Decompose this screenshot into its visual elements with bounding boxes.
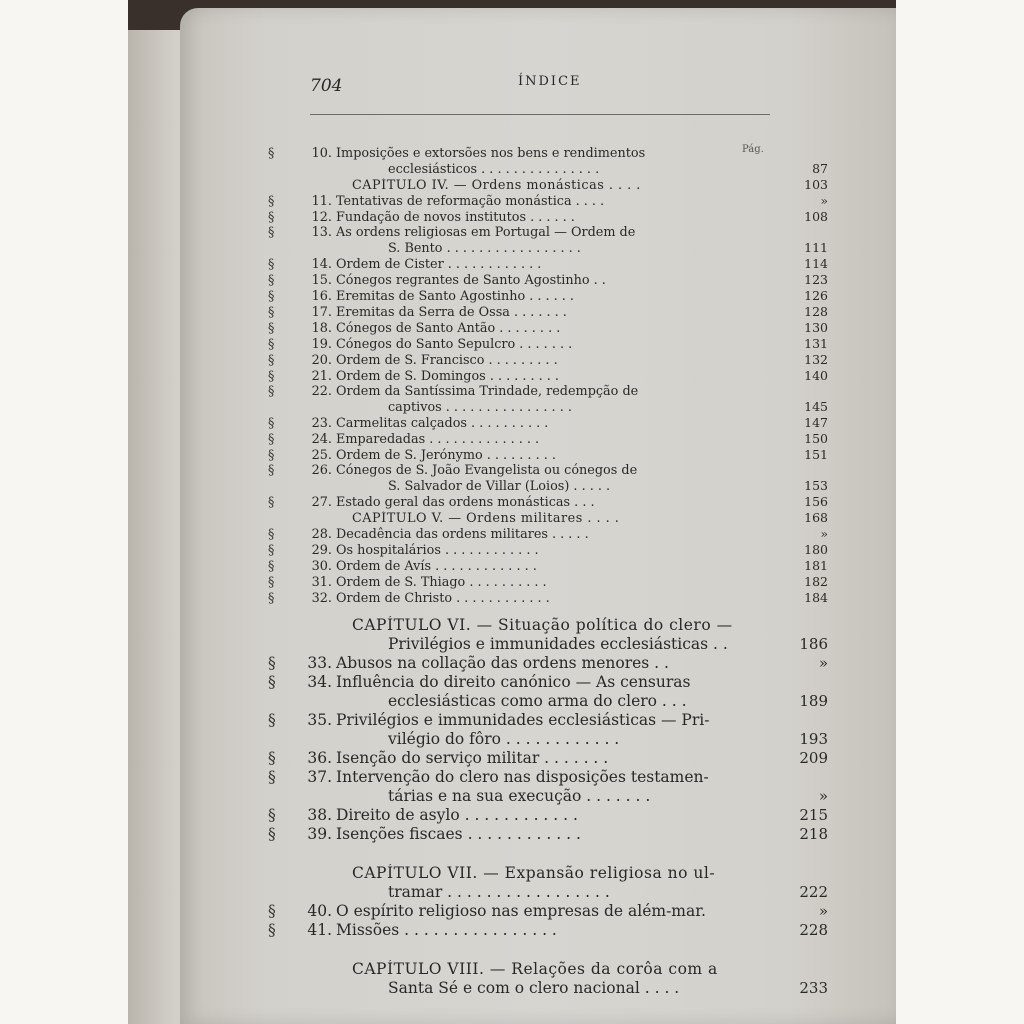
section-sign: § (268, 825, 276, 843)
toc-entry (268, 320, 828, 336)
section-number: 36. (307, 749, 332, 767)
section-number: 39. (307, 825, 332, 843)
section-sign: § (268, 321, 275, 336)
section-number: 14. (311, 257, 332, 272)
section-sign: § (268, 448, 275, 463)
section-sign: § (268, 194, 275, 209)
toc-entry (268, 692, 828, 711)
toc-entry (268, 447, 828, 463)
entry-title: CAPÍTULO V. — Ordens militares . . . . (352, 511, 620, 526)
entry-page-number: 123 (804, 272, 828, 287)
section-sign: § (268, 384, 275, 399)
section-number: 12. (311, 210, 332, 225)
entry-page-number: 151 (804, 447, 828, 462)
entry-page-number: 108 (804, 209, 828, 224)
entry-title: Ordem de S. Thiago . . . . . . . . . . (336, 575, 547, 590)
toc-entry (268, 979, 828, 998)
entry-page-number: 181 (804, 558, 828, 573)
entry-page-number: 156 (804, 494, 828, 509)
toc-entry (268, 526, 828, 542)
entry-page-number: 233 (799, 979, 828, 997)
toc-entry (268, 673, 828, 692)
toc-entry (268, 635, 828, 654)
entry-title: vilégio do fôro . . . . . . . . . . . . (388, 730, 620, 748)
entry-title: Eremitas de Santo Agostinho . . . . . . (336, 289, 574, 304)
entry-title: S. Bento . . . . . . . . . . . . . . . . . (388, 241, 581, 256)
toc-entry (268, 768, 828, 787)
entry-title: tramar . . . . . . . . . . . . . . . . . (388, 883, 610, 901)
entry-title: Ordem da Santíssima Trindade, redempção de (336, 384, 639, 399)
entry-page-number: » (820, 193, 828, 208)
entry-page-number: 222 (799, 883, 828, 901)
entry-title: Estado geral das ordens monásticas . . . (336, 495, 595, 510)
page-header (310, 70, 770, 115)
toc-entry (268, 574, 828, 590)
toc-entry (268, 193, 828, 209)
entry-title: Carmelitas calçados . . . . . . . . . . (336, 416, 549, 431)
entry-title: Cónegos de S. João Evangelista ou cónegos de (336, 463, 638, 478)
section-sign: § (268, 921, 276, 939)
entry-page-number: 168 (804, 510, 828, 525)
entry-page-number: 189 (799, 692, 828, 710)
section-sign: § (268, 654, 276, 672)
entry-page-number: 132 (804, 352, 828, 367)
section-sign: § (268, 257, 275, 272)
toc-spacer (268, 940, 828, 960)
section-number: 22. (311, 384, 332, 399)
entry-title: CAPÍTULO VIII. — Relações da corôa com a (352, 960, 718, 978)
section-number: 17. (311, 305, 332, 320)
toc-chapter-heading (268, 960, 828, 979)
entry-title: S. Salvador de Villar (Loios) . . . . . (388, 479, 611, 494)
entry-title: Ordem de S. Jerónymo . . . . . . . . . (336, 448, 556, 463)
entry-page-number: 128 (804, 304, 828, 319)
section-sign: § (268, 273, 275, 288)
entry-title: CAPÍTULO VI. — Situação política do clero — (352, 616, 733, 634)
entry-title: Ordem de Christo . . . . . . . . . . . . (336, 591, 550, 606)
entry-title: CAPÍTULO IV. — Ordens monásticas . . . . (352, 178, 641, 193)
background-right (896, 0, 1024, 1024)
section-number: 32. (311, 591, 332, 606)
toc-entry (268, 902, 828, 921)
section-number: 33. (307, 654, 332, 672)
entry-page-number: 140 (804, 368, 828, 383)
entry-page-number: 215 (799, 806, 828, 824)
section-number: 10. (311, 146, 332, 161)
entry-title: Cónegos de Santo Antão . . . . . . . . (336, 321, 561, 336)
toc-entry (268, 384, 828, 399)
entry-title: Missões . . . . . . . . . . . . . . . . (336, 921, 557, 939)
toc-entry (268, 463, 828, 478)
toc-entry (268, 787, 828, 806)
section-sign: § (268, 353, 275, 368)
entry-title: Ordem de Cister . . . . . . . . . . . . (336, 257, 542, 272)
toc-entry (268, 825, 828, 844)
entry-title: Emparedadas . . . . . . . . . . . . . . (336, 432, 540, 447)
section-sign: § (268, 305, 275, 320)
section-sign: § (268, 289, 275, 304)
toc-entry (268, 883, 828, 902)
section-number: 16. (311, 289, 332, 304)
section-sign: § (268, 711, 276, 729)
toc-spacer (268, 844, 828, 864)
toc-entry (268, 431, 828, 447)
entry-page-number: 87 (812, 161, 828, 176)
entry-page-number: 184 (804, 590, 828, 605)
toc-spacer (268, 606, 828, 616)
toc-entry (268, 478, 828, 494)
toc-entry (268, 921, 828, 940)
section-sign: § (268, 495, 275, 510)
toc-chapter-heading (268, 864, 828, 883)
toc-chapter-heading (268, 616, 828, 635)
entry-title: Eremitas da Serra de Ossa . . . . . . . (336, 305, 567, 320)
toc-entry (268, 304, 828, 320)
page-number: 704 (310, 76, 343, 96)
section-number: 41. (307, 921, 332, 939)
section-number: 19. (311, 337, 332, 352)
section-sign: § (268, 337, 275, 352)
section-number: 34. (307, 673, 332, 691)
entry-page-number: 182 (804, 574, 828, 589)
toc-entry (268, 352, 828, 368)
toc-chapter-heading (268, 510, 828, 526)
section-sign: § (268, 225, 275, 240)
entry-page-number: 228 (799, 921, 828, 939)
entry-page-number: 150 (804, 431, 828, 446)
section-sign: § (268, 591, 275, 606)
section-number: 15. (311, 273, 332, 288)
page-title: ÍNDICE (518, 74, 582, 89)
toc-entry (268, 730, 828, 749)
toc-entry (268, 494, 828, 510)
section-number: 25. (311, 448, 332, 463)
toc-entry (268, 240, 828, 256)
entry-title: Isenção do serviço militar . . . . . . . (336, 749, 609, 767)
section-number: 13. (311, 225, 332, 240)
entry-title: As ordens religiosas em Portugal — Ordem de (336, 225, 636, 240)
section-number: 26. (311, 463, 332, 478)
section-number: 23. (311, 416, 332, 431)
toc-entry (268, 654, 828, 673)
toc-entry (268, 368, 828, 384)
section-number: 11. (311, 194, 332, 209)
toc-entry (268, 711, 828, 730)
entry-title: tárias e na sua execução . . . . . . . (388, 787, 651, 805)
entry-title: Fundação de novos institutos . . . . . . (336, 210, 575, 225)
section-sign: § (268, 210, 275, 225)
toc-entry (268, 399, 828, 415)
toc-entry (268, 256, 828, 272)
entry-title: O espírito religioso nas empresas de além-mar. (336, 902, 706, 920)
section-number: 24. (311, 432, 332, 447)
section-number: 20. (311, 353, 332, 368)
toc-entry (268, 161, 828, 177)
table-of-contents (268, 146, 828, 998)
section-sign: § (268, 902, 276, 920)
toc-entry (268, 806, 828, 825)
section-number: 29. (311, 543, 332, 558)
entry-page-number: 153 (804, 478, 828, 493)
entry-page-number: 145 (804, 399, 828, 414)
entry-title: Abusos na collação das ordens menores . . (336, 654, 669, 672)
entry-title: ecclesiásticos . . . . . . . . . . . . . . . (388, 162, 600, 177)
section-sign: § (268, 749, 276, 767)
section-number: 37. (307, 768, 332, 786)
toc-entry (268, 288, 828, 304)
entry-page-number: 103 (804, 177, 828, 192)
section-sign: § (268, 146, 275, 161)
section-number: 30. (311, 559, 332, 574)
entry-page-number: 130 (804, 320, 828, 335)
toc-entry (268, 542, 828, 558)
entry-title: Ordem de Avís . . . . . . . . . . . . . (336, 559, 537, 574)
entry-title: captivos . . . . . . . . . . . . . . . . (388, 400, 572, 415)
entry-page-number: 209 (799, 749, 828, 767)
entry-page-number: » (818, 902, 828, 920)
toc-entry (268, 590, 828, 606)
section-sign: § (268, 369, 275, 384)
section-sign: § (268, 543, 275, 558)
entry-page-number: » (820, 526, 828, 541)
entry-title: ecclesiásticas como arma do clero . . . (388, 692, 687, 710)
section-sign: § (268, 673, 276, 691)
entry-title: Isenções fiscaes . . . . . . . . . . . . (336, 825, 581, 843)
section-sign: § (268, 575, 275, 590)
entry-title: Privilégios e immunidades ecclesiásticas . . (388, 635, 728, 653)
section-number: 38. (307, 806, 332, 824)
entry-page-number: 186 (799, 635, 828, 653)
toc-entry (268, 225, 828, 240)
toc-entry (268, 146, 828, 161)
book-page (180, 8, 896, 1024)
entry-page-number: 126 (804, 288, 828, 303)
entry-title: Direito de asylo . . . . . . . . . . . . (336, 806, 578, 824)
entry-page-number: » (818, 787, 828, 805)
background-left (0, 0, 128, 1024)
entry-title: Tentativas de reformação monástica . . . . (336, 194, 605, 209)
toc-entry (268, 209, 828, 225)
entry-title: Santa Sé e com o clero nacional . . . . (388, 979, 680, 997)
entry-title: Ordem de S. Francisco . . . . . . . . . (336, 353, 558, 368)
entry-title: CAPÍTULO VII. — Expansão religiosa no ul- (352, 864, 716, 882)
entry-page-number: » (818, 654, 828, 672)
entry-page-number: 147 (804, 415, 828, 430)
entry-title: Cónegos do Santo Sepulcro . . . . . . . (336, 337, 573, 352)
section-sign: § (268, 463, 275, 478)
entry-title: Imposições e extorsões nos bens e rendimentos (336, 146, 646, 161)
section-sign: § (268, 559, 275, 574)
section-sign: § (268, 416, 275, 431)
section-sign: § (268, 768, 276, 786)
toc-chapter-heading (268, 177, 828, 193)
section-sign: § (268, 432, 275, 447)
entry-title: Cónegos regrantes de Santo Agostinho . . (336, 273, 606, 288)
section-sign: § (268, 806, 276, 824)
section-number: 28. (311, 527, 332, 542)
section-number: 18. (311, 321, 332, 336)
section-number: 40. (307, 902, 332, 920)
entry-title: Privilégios e immunidades ecclesiásticas — Pri- (336, 711, 710, 729)
entry-page-number: 131 (804, 336, 828, 351)
entry-page-number: 193 (799, 730, 828, 748)
section-number: 21. (311, 369, 332, 384)
section-sign: § (268, 527, 275, 542)
entry-title: Intervenção do clero nas disposições testamen- (336, 768, 709, 786)
toc-entry (268, 558, 828, 574)
entry-title: Decadência das ordens militares . . . . . (336, 527, 589, 542)
entry-page-number: 111 (804, 240, 828, 255)
toc-entry (268, 749, 828, 768)
entry-title: Ordem de S. Domingos . . . . . . . . . (336, 369, 559, 384)
entry-page-number: 218 (799, 825, 828, 843)
section-number: 27. (311, 495, 332, 510)
toc-entry (268, 336, 828, 352)
toc-entry (268, 415, 828, 431)
entry-page-number: 114 (804, 256, 828, 271)
section-number: 35. (307, 711, 332, 729)
entry-title: Influência do direito canónico — As censuras (336, 673, 691, 691)
section-number: 31. (311, 575, 332, 590)
entry-page-number: 180 (804, 542, 828, 557)
entry-title: Os hospitalários . . . . . . . . . . . . (336, 543, 539, 558)
page-column-label: Pág. (742, 144, 764, 155)
toc-entry (268, 272, 828, 288)
